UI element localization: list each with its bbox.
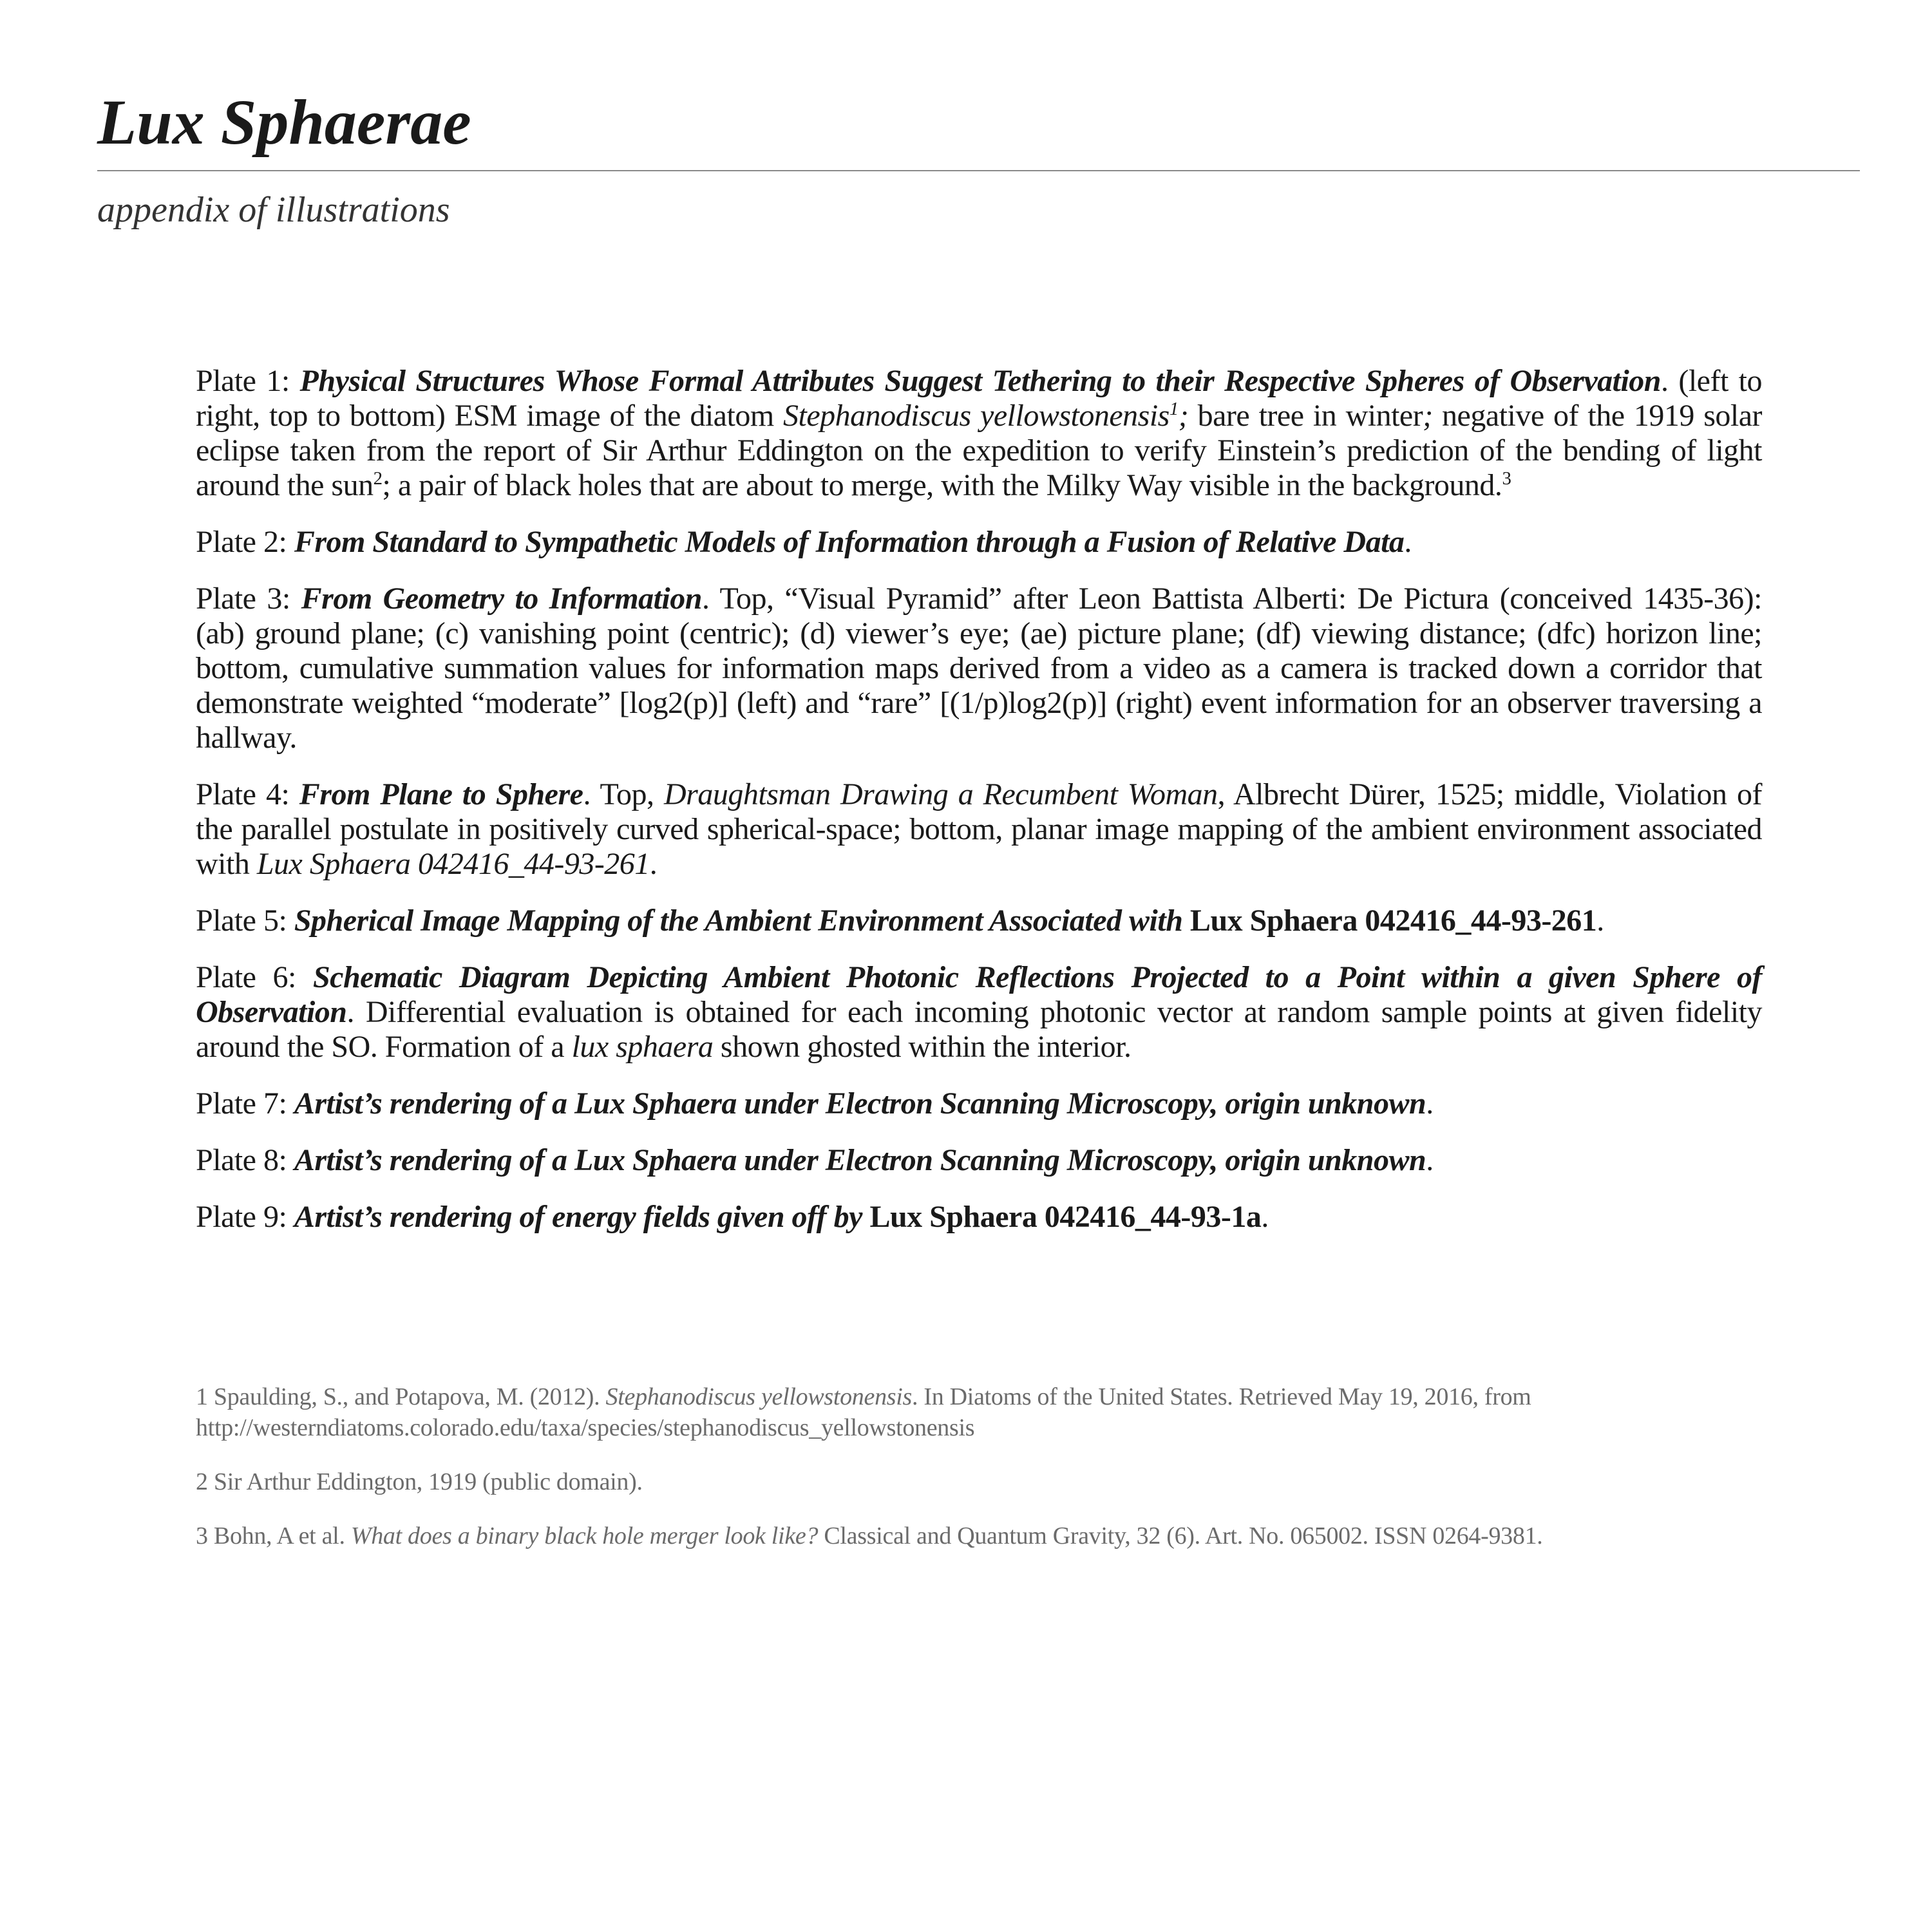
text-run: shown ghosted within the interior. bbox=[713, 1030, 1132, 1064]
text-run: Plate 9: bbox=[196, 1200, 294, 1234]
document-title: Lux Sphaerae bbox=[97, 86, 471, 158]
text-run: Plate 6: bbox=[196, 960, 313, 994]
emphasized-text: Lux Sphaera 042416_44-93-261 bbox=[256, 847, 650, 881]
plate-caption-3 bbox=[196, 582, 1762, 755]
plate-caption-7 bbox=[196, 1086, 1762, 1121]
emphasized-text: From Standard to Sympathetic Models of Information through a Fusion of Relative Data bbox=[294, 525, 1405, 559]
footnote-list bbox=[196, 1381, 1762, 1575]
text-run: . bbox=[1261, 1200, 1269, 1234]
emphasized-text: From Geometry to Information bbox=[301, 582, 702, 616]
footnote-reference: 2 bbox=[373, 468, 383, 489]
footnote-reference: 1 bbox=[1169, 399, 1179, 419]
text-run: , Albrecht Dürer, 1525; middle, Violation of the parallel postulate in positively curved spherical-space; bottom, planar image mapping of the ambient environment associated with bbox=[196, 777, 1763, 881]
text-run: . bbox=[1426, 1086, 1434, 1121]
plate-caption-4 bbox=[196, 777, 1762, 882]
text-run: . Differential evaluation is obtained for each incoming photonic vector at random sample points at given fidelity around the SO. Formation of a bbox=[196, 995, 1762, 1064]
plate-caption-1 bbox=[196, 364, 1762, 503]
emphasized-text: Physical Structures Whose Formal Attributes Suggest Tethering to their Respective Spheres of Observation bbox=[299, 364, 1661, 398]
text-run: 1 Spaulding, S., and Potapova, M. (2012). bbox=[196, 1383, 606, 1410]
emphasized-text: From Plane to Sphere bbox=[299, 777, 583, 811]
document-subtitle: appendix of illustrations bbox=[97, 190, 450, 230]
text-run: . bbox=[1596, 904, 1604, 938]
plate-caption-5 bbox=[196, 904, 1762, 938]
emphasized-text: Artist’s rendering of a Lux Sphaera under Electron Scanning Microscopy, origin unknown bbox=[294, 1143, 1426, 1177]
emphasized-text: Schematic Diagram Depicting Ambient Photonic Reflections Projected to a Point within a given Sphere of Observation bbox=[196, 960, 1763, 1029]
plate-caption-6 bbox=[196, 960, 1762, 1065]
text-run: 3 Bohn, A et al. bbox=[196, 1522, 351, 1549]
emphasized-text: lux sphaera bbox=[571, 1030, 714, 1064]
emphasized-text: Spherical Image Mapping of the Ambient Environment Associated with bbox=[294, 904, 1183, 938]
text-run: . Top, “Visual Pyramid” after Leon Battista Alberti: De Pictura (conceived 1435-36): (ab) ground plane; (c) vanishing point (centric); (d) viewer’s eye; (ae) picture plane; (df) viewing distance; (dfc) horizon line; bottom, cumulative summation values for information maps derived from a video as a camera is tracked down a corridor that demonstrate weighted “moderate” [log2(p)] (left) and “rare” [(1/p)log2(p)] (right) event information for an observer traversing a hallway. bbox=[196, 582, 1763, 755]
text-run: . bbox=[1404, 525, 1412, 559]
plate-list bbox=[196, 364, 1762, 1256]
emphasized-text: Stephanodiscus yellowstonensis bbox=[605, 1383, 913, 1410]
text-run: Plate 8: bbox=[196, 1143, 294, 1177]
emphasized-text: ; bbox=[1423, 399, 1433, 433]
text-run: Plate 4: bbox=[196, 777, 299, 811]
text-run: . bbox=[1426, 1143, 1434, 1177]
text-run: Plate 2: bbox=[196, 525, 294, 559]
emphasized-text: Lux Sphaera 042416_44-93-1a bbox=[862, 1200, 1262, 1234]
emphasized-text: Artist’s rendering of a Lux Sphaera under Electron Scanning Microscopy, origin unknown bbox=[294, 1086, 1426, 1121]
footnote-2 bbox=[196, 1466, 1762, 1497]
footnote-reference: 3 bbox=[1502, 468, 1511, 489]
text-run: Plate 7: bbox=[196, 1086, 294, 1121]
text-run: bare tree in winter bbox=[1188, 399, 1423, 433]
text-run: . Top, bbox=[583, 777, 665, 811]
plate-caption-2 bbox=[196, 525, 1762, 560]
emphasized-text: Stephanodiscus yellowstonensis bbox=[783, 399, 1170, 433]
emphasized-text: Draughtsman Drawing a Recumbent Woman bbox=[664, 777, 1218, 811]
text-run: Classical and Quantum Gravity, 32 (6). Art. No. 065002. ISSN 0264-9381. bbox=[818, 1522, 1543, 1549]
text-run: . (left to right, top to bottom) ESM image of the diatom bbox=[196, 364, 1763, 433]
plate-caption-9 bbox=[196, 1200, 1762, 1235]
footnote-3 bbox=[196, 1520, 1762, 1551]
text-run: . In Diatoms of the United States. Retrieved May 19, 2016, from http://westerndiatoms.colorado.edu/taxa/species/stephanodiscus_yellowstonensis bbox=[196, 1383, 1531, 1441]
emphasized-text: Lux Sphaera 042416_44-93-261 bbox=[1182, 904, 1597, 938]
emphasized-text: What does a binary black hole merger look like? bbox=[350, 1522, 819, 1549]
text-run: Plate 1: bbox=[196, 364, 300, 398]
footnote-1 bbox=[196, 1381, 1762, 1443]
emphasized-text: ; bbox=[1178, 399, 1189, 433]
emphasized-text: Artist’s rendering of energy fields given off by bbox=[294, 1200, 862, 1234]
text-run: 2 Sir Arthur Eddington, 1919 (public domain). bbox=[196, 1468, 643, 1495]
plate-caption-8 bbox=[196, 1143, 1762, 1178]
text-run: ; a pair of black holes that are about to merge, with the Milky Way visible in the background. bbox=[382, 468, 1502, 502]
text-run: Plate 5: bbox=[196, 904, 294, 938]
text-run: negative of the 1919 solar eclipse taken from the report of Sir Arthur Eddington on the expedition to verify Einstein’s prediction of the bending of light around the sun bbox=[196, 399, 1763, 502]
text-run: . bbox=[649, 847, 658, 881]
text-run: Plate 3: bbox=[196, 582, 301, 616]
title-divider bbox=[97, 170, 1860, 171]
